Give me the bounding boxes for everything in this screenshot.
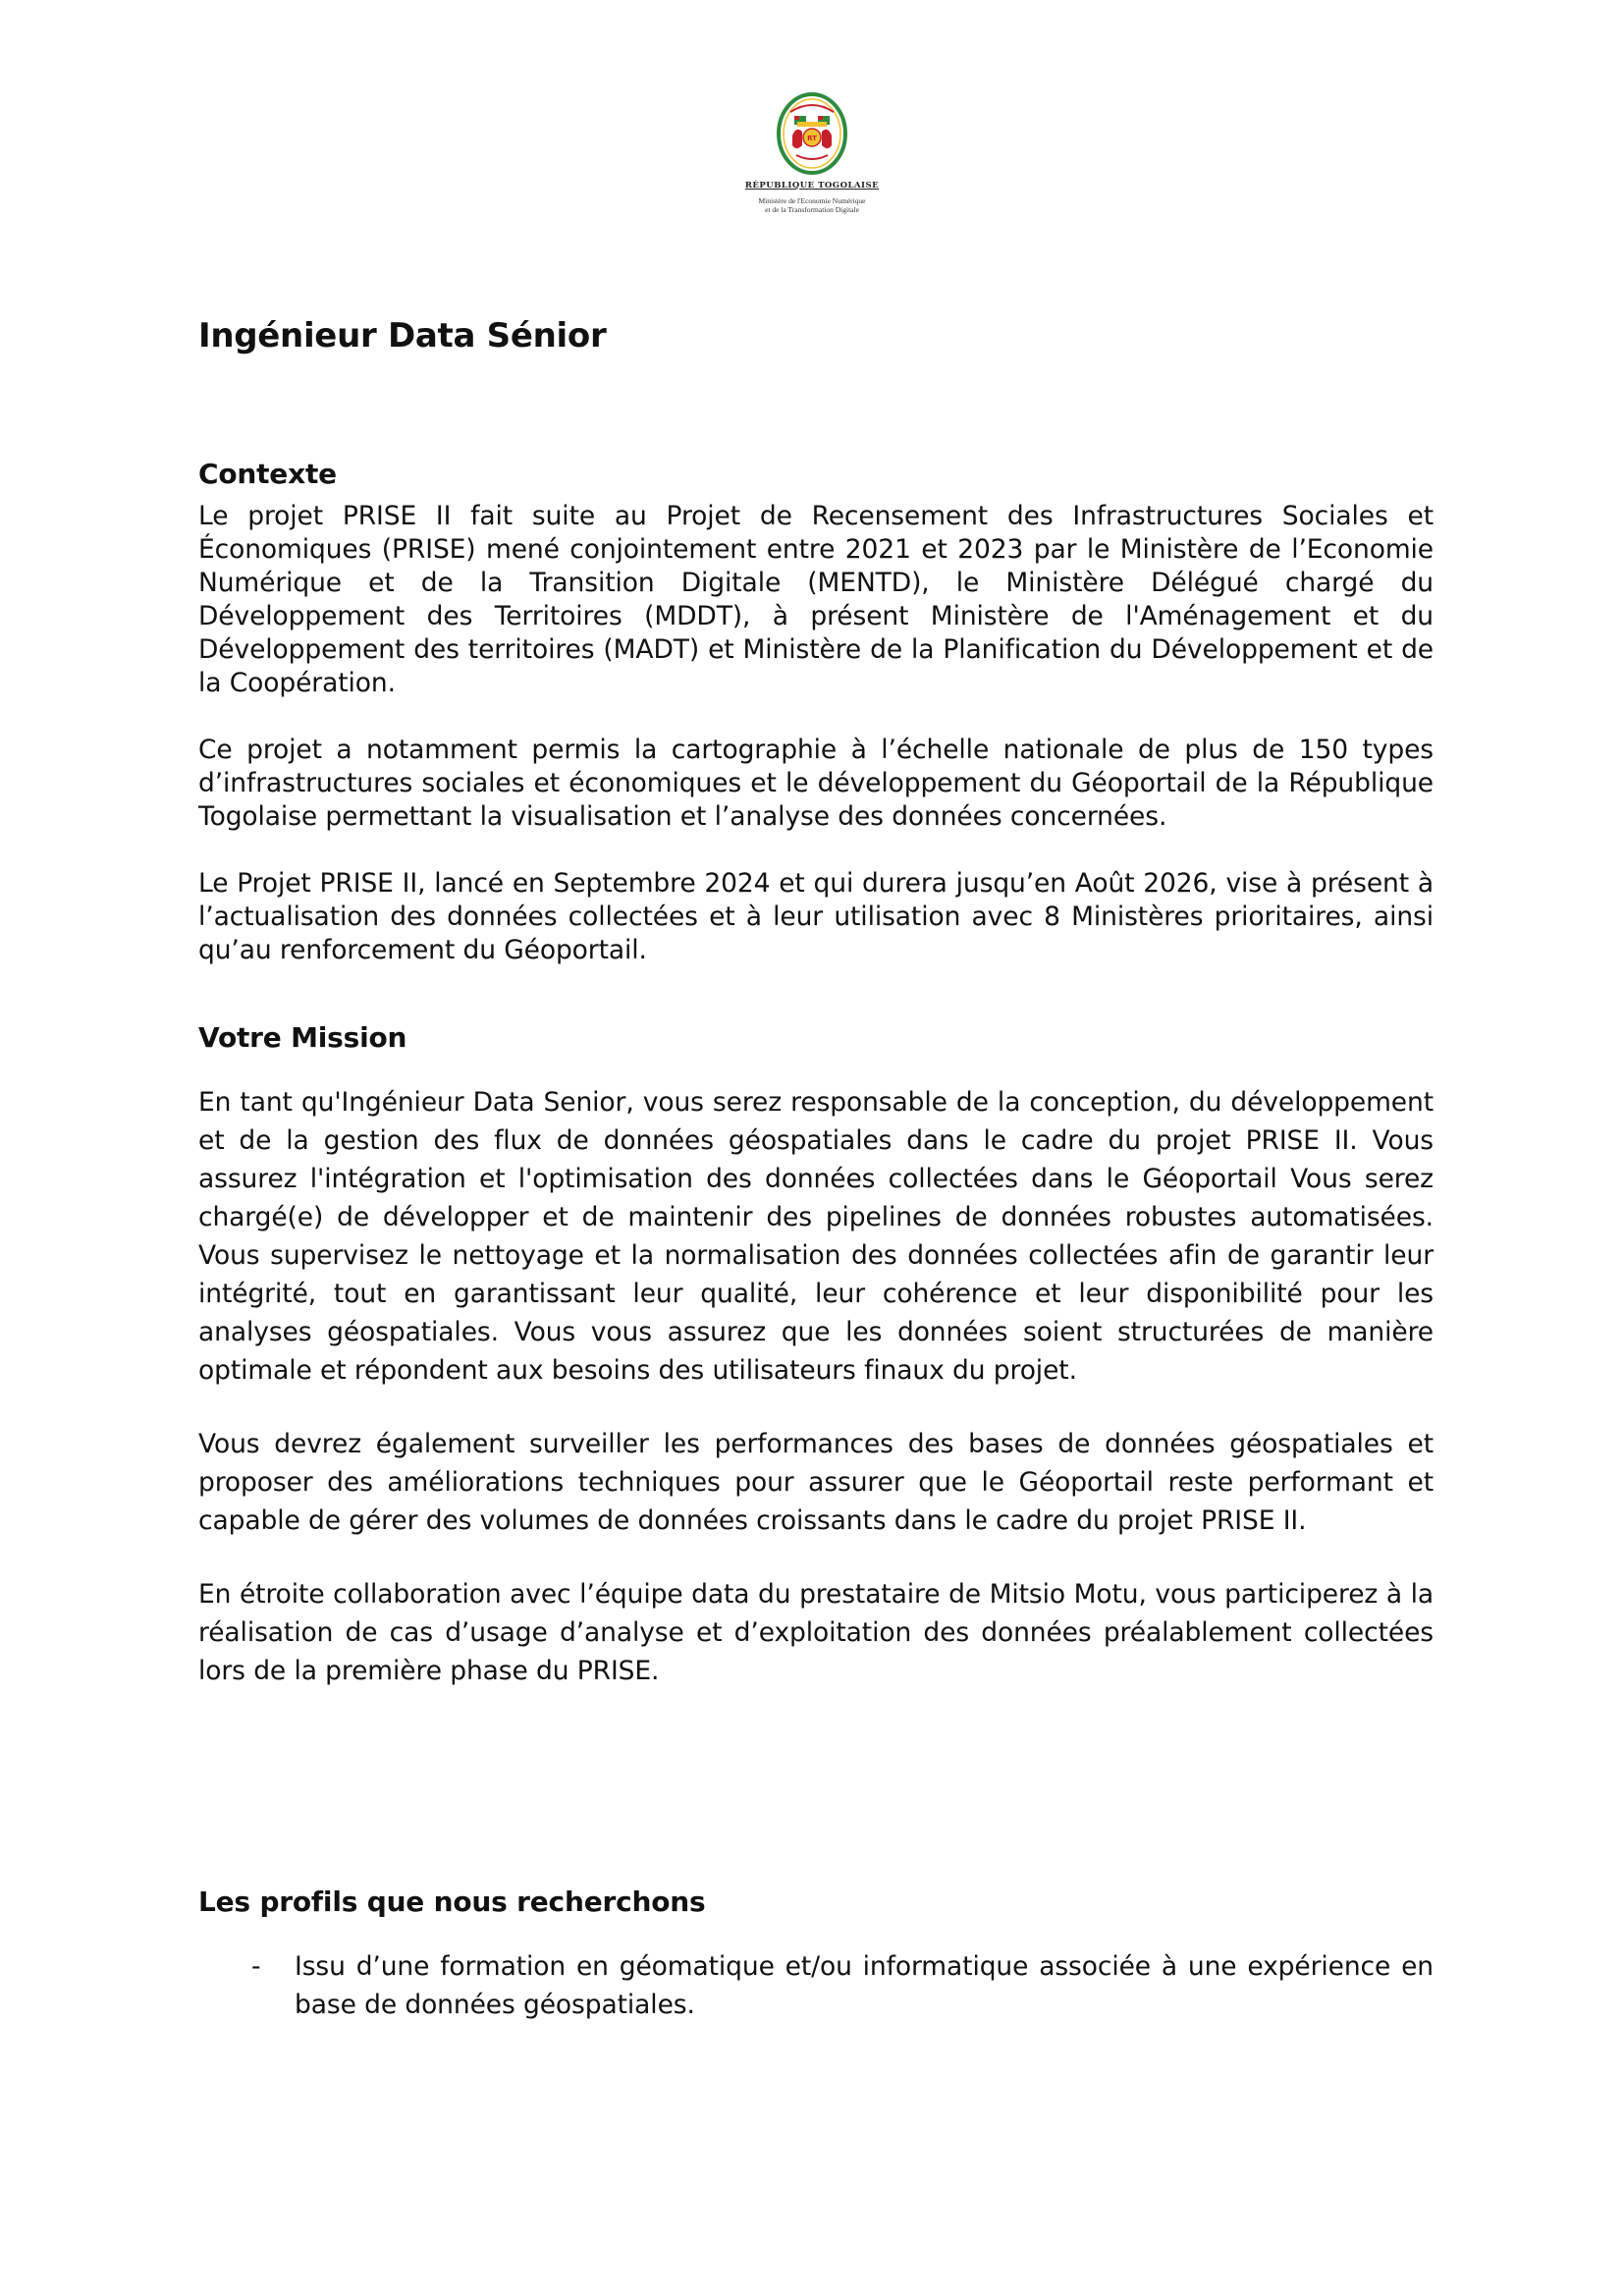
letterhead	[0, 90, 1624, 214]
coat-of-arms-icon	[773, 90, 851, 177]
section-profils	[198, 1886, 1434, 2024]
contexte-paragraph-2: Ce projet a notamment permis la cartographie à l’échelle nationale de plus de 150 types d’infrastructures sociales et économiques et le développement du Géoportail de la République Togolaise permettant la visualisation et l’analyse des données concernées.	[198, 735, 1434, 832]
list-item-text: Issu d’une formation en géomatique et/ou informatique associée à une expérience en base de données géospatiales.	[295, 1951, 1434, 2020]
ministry-line-2: et de la Transformation Digitale	[765, 205, 859, 214]
section-heading-profils: Les profils que nous recherchons	[198, 1886, 706, 1918]
ministry-name	[714, 196, 910, 214]
contexte-paragraph-1: Le projet PRISE II fait suite au Projet de Recensement des Infrastructures Sociales et Économiques (PRISE) mené conjointement entre 2021 et 2023 par le Ministère de l’Economie Numérique et de la Transition Digitale (MENTD), le Ministère Délégué chargé du Développement des Territoires (MDDT), à présent Ministère de l'Aménagement et du Développement des territoires (MADT) et Ministère de la Planification du Développement et de la Coopération.	[198, 501, 1434, 698]
list-item	[198, 1947, 1434, 2024]
section-heading-mission: Votre Mission	[198, 1021, 407, 1054]
contexte-paragraph-3: Le Projet PRISE II, lancé en Septembre 2024 et qui durera jusqu’en Août 2026, vise à présent à l’actualisation des données collectées et à leur utilisation avec 8 Ministères prioritaires, ainsi qu’au renforcement du Géoportail.	[198, 868, 1434, 965]
ministry-line-1: Ministère de l'Economie Numérique	[758, 196, 866, 205]
country-name: RÉPUBLIQUE TOGOLAISE	[744, 181, 880, 191]
mission-paragraph-3: En étroite collaboration avec l’équipe data du prestataire de Mitsio Motu, vous participerez à la réalisation de cas d’usage d’analyse et d’exploitation des données préalablement collectées lors de la première phase du PRISE.	[198, 1579, 1434, 1686]
mission-paragraph-2: Vous devrez également surveiller les performances des bases de données géospatiales et proposer des améliorations techniques pour assurer que le Géoportail reste performant et capable de gérer des volumes de données croissants dans le cadre du projet PRISE II.	[198, 1429, 1434, 1536]
section-contexte	[198, 458, 1434, 967]
section-mission	[198, 1021, 1434, 1690]
section-heading-contexte: Contexte	[198, 458, 337, 490]
list-bullet: -	[251, 1951, 261, 1982]
profils-list	[198, 1947, 1434, 2024]
mission-paragraph-1: En tant qu'Ingénieur Data Senior, vous serez responsable de la conception, du développement et de la gestion des flux de données géospatiales dans le cadre du projet PRISE II. Vous assurez l'intégration et l'optimisation des données collectées dans le Géoportail Vous serez chargé(e) de développer et de maintenir des pipelines de données robustes automatisées. Vous supervisez le nettoyage et la normalisation des données collectées afin de garantir leur intégrité, tout en garantissant leur qualité, leur cohérence et leur disponibilité pour les analyses géospatiales. Vous vous assurez que les données soient structurées de manière optimale et répondent aux besoins des utilisateurs finaux du projet.	[198, 1087, 1434, 1386]
page-title: Ingénieur Data Sénior	[198, 316, 607, 355]
svg-text:RT: RT	[807, 135, 817, 142]
